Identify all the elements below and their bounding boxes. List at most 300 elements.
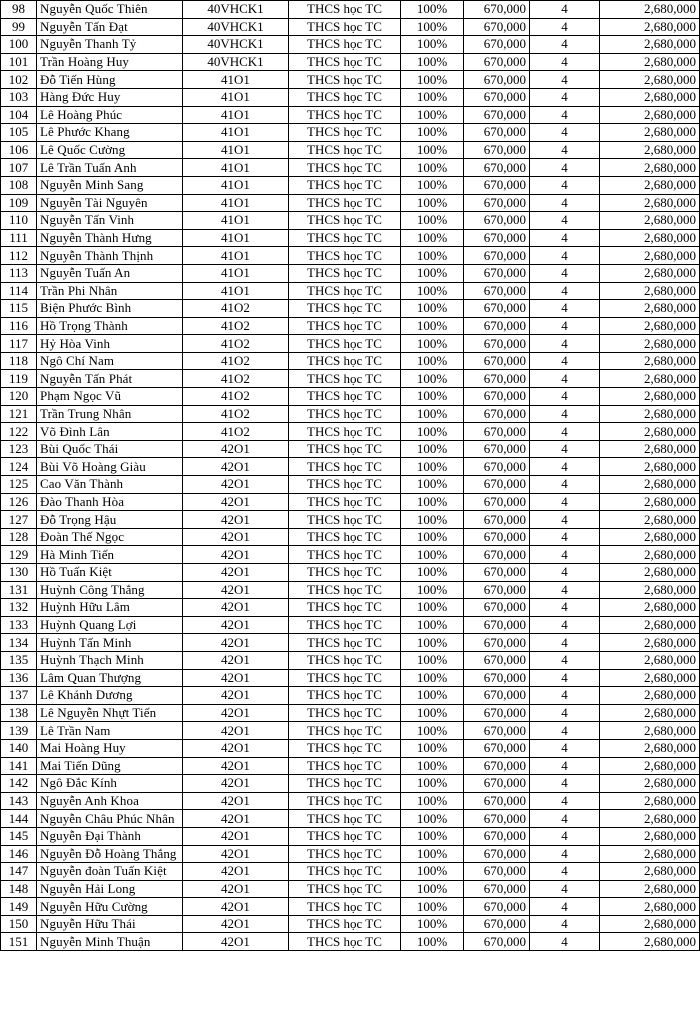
monthly-fee-cell: 670,000 bbox=[464, 810, 530, 828]
class-code-cell: 41O1 bbox=[183, 88, 289, 106]
student-name-cell: Nguyễn Anh Khoa bbox=[37, 792, 183, 810]
class-code-cell: 42O1 bbox=[183, 915, 289, 933]
month-count-cell: 4 bbox=[530, 493, 600, 511]
total-amount-cell: 2,680,000 bbox=[600, 176, 700, 194]
monthly-fee-cell: 670,000 bbox=[464, 176, 530, 194]
class-code-cell: 42O1 bbox=[183, 616, 289, 634]
table-row bbox=[1, 581, 700, 599]
month-count-cell: 4 bbox=[530, 792, 600, 810]
table-row bbox=[1, 176, 700, 194]
study-level-cell: THCS học TC bbox=[289, 915, 401, 933]
row-number-cell: 103 bbox=[1, 88, 37, 106]
study-level-cell: THCS học TC bbox=[289, 352, 401, 370]
total-amount-cell: 2,680,000 bbox=[600, 264, 700, 282]
row-number-cell: 147 bbox=[1, 863, 37, 881]
row-number-cell: 135 bbox=[1, 651, 37, 669]
support-percent-cell: 100% bbox=[401, 792, 464, 810]
class-code-cell: 42O1 bbox=[183, 863, 289, 881]
student-name-cell: Nguyễn đoàn Tuấn Kiệt bbox=[37, 863, 183, 881]
month-count-cell: 4 bbox=[530, 247, 600, 265]
row-number-cell: 98 bbox=[1, 1, 37, 19]
month-count-cell: 4 bbox=[530, 124, 600, 142]
row-number-cell: 122 bbox=[1, 423, 37, 441]
total-amount-cell: 2,680,000 bbox=[600, 370, 700, 388]
support-percent-cell: 100% bbox=[401, 423, 464, 441]
student-name-cell: Nguyễn Châu Phúc Nhân bbox=[37, 810, 183, 828]
support-percent-cell: 100% bbox=[401, 880, 464, 898]
study-level-cell: THCS học TC bbox=[289, 1, 401, 19]
monthly-fee-cell: 670,000 bbox=[464, 194, 530, 212]
class-code-cell: 42O1 bbox=[183, 440, 289, 458]
support-percent-cell: 100% bbox=[401, 722, 464, 740]
class-code-cell: 42O1 bbox=[183, 564, 289, 582]
total-amount-cell: 2,680,000 bbox=[600, 863, 700, 881]
student-name-cell: Trần Phi Nhân bbox=[37, 282, 183, 300]
row-number-cell: 120 bbox=[1, 388, 37, 406]
table-row bbox=[1, 388, 700, 406]
study-level-cell: THCS học TC bbox=[289, 669, 401, 687]
student-name-cell: Nguyễn Tấn Đạt bbox=[37, 18, 183, 36]
monthly-fee-cell: 670,000 bbox=[464, 229, 530, 247]
total-amount-cell: 2,680,000 bbox=[600, 599, 700, 617]
monthly-fee-cell: 670,000 bbox=[464, 792, 530, 810]
table-row bbox=[1, 335, 700, 353]
study-level-cell: THCS học TC bbox=[289, 792, 401, 810]
support-percent-cell: 100% bbox=[401, 458, 464, 476]
total-amount-cell: 2,680,000 bbox=[600, 405, 700, 423]
month-count-cell: 4 bbox=[530, 1, 600, 19]
month-count-cell: 4 bbox=[530, 264, 600, 282]
table-row bbox=[1, 317, 700, 335]
row-number-cell: 110 bbox=[1, 212, 37, 230]
student-name-cell: Nguyễn Thành Thịnh bbox=[37, 247, 183, 265]
month-count-cell: 4 bbox=[530, 300, 600, 318]
month-count-cell: 4 bbox=[530, 317, 600, 335]
table-row bbox=[1, 212, 700, 230]
student-name-cell: Lâm Quan Thượng bbox=[37, 669, 183, 687]
table-row bbox=[1, 493, 700, 511]
support-percent-cell: 100% bbox=[401, 247, 464, 265]
support-percent-cell: 100% bbox=[401, 317, 464, 335]
study-level-cell: THCS học TC bbox=[289, 388, 401, 406]
monthly-fee-cell: 670,000 bbox=[464, 106, 530, 124]
class-code-cell: 41O2 bbox=[183, 423, 289, 441]
class-code-cell: 42O1 bbox=[183, 739, 289, 757]
total-amount-cell: 2,680,000 bbox=[600, 229, 700, 247]
class-code-cell: 41O1 bbox=[183, 212, 289, 230]
month-count-cell: 4 bbox=[530, 898, 600, 916]
student-name-cell: Hà Minh Tiến bbox=[37, 546, 183, 564]
total-amount-cell: 2,680,000 bbox=[600, 247, 700, 265]
support-percent-cell: 100% bbox=[401, 194, 464, 212]
class-code-cell: 41O1 bbox=[183, 247, 289, 265]
study-level-cell: THCS học TC bbox=[289, 827, 401, 845]
row-number-cell: 143 bbox=[1, 792, 37, 810]
table-row bbox=[1, 792, 700, 810]
study-level-cell: THCS học TC bbox=[289, 458, 401, 476]
monthly-fee-cell: 670,000 bbox=[464, 370, 530, 388]
row-number-cell: 119 bbox=[1, 370, 37, 388]
support-percent-cell: 100% bbox=[401, 335, 464, 353]
row-number-cell: 129 bbox=[1, 546, 37, 564]
monthly-fee-cell: 670,000 bbox=[464, 687, 530, 705]
month-count-cell: 4 bbox=[530, 106, 600, 124]
support-percent-cell: 100% bbox=[401, 704, 464, 722]
table-row bbox=[1, 898, 700, 916]
class-code-cell: 41O1 bbox=[183, 264, 289, 282]
total-amount-cell: 2,680,000 bbox=[600, 651, 700, 669]
row-number-cell: 136 bbox=[1, 669, 37, 687]
class-code-cell: 41O2 bbox=[183, 300, 289, 318]
total-amount-cell: 2,680,000 bbox=[600, 317, 700, 335]
month-count-cell: 4 bbox=[530, 511, 600, 529]
support-percent-cell: 100% bbox=[401, 669, 464, 687]
study-level-cell: THCS học TC bbox=[289, 36, 401, 54]
support-percent-cell: 100% bbox=[401, 36, 464, 54]
row-number-cell: 131 bbox=[1, 581, 37, 599]
month-count-cell: 4 bbox=[530, 176, 600, 194]
row-number-cell: 139 bbox=[1, 722, 37, 740]
table-row bbox=[1, 880, 700, 898]
monthly-fee-cell: 670,000 bbox=[464, 599, 530, 617]
monthly-fee-cell: 670,000 bbox=[464, 458, 530, 476]
study-level-cell: THCS học TC bbox=[289, 335, 401, 353]
student-name-cell: Mai Hoàng Huy bbox=[37, 739, 183, 757]
row-number-cell: 121 bbox=[1, 405, 37, 423]
table-row bbox=[1, 53, 700, 71]
row-number-cell: 133 bbox=[1, 616, 37, 634]
study-level-cell: THCS học TC bbox=[289, 247, 401, 265]
monthly-fee-cell: 670,000 bbox=[464, 141, 530, 159]
class-code-cell: 41O1 bbox=[183, 141, 289, 159]
student-name-cell: Phạm Ngọc Vũ bbox=[37, 388, 183, 406]
monthly-fee-cell: 670,000 bbox=[464, 739, 530, 757]
support-percent-cell: 100% bbox=[401, 159, 464, 177]
monthly-fee-cell: 670,000 bbox=[464, 388, 530, 406]
support-percent-cell: 100% bbox=[401, 739, 464, 757]
total-amount-cell: 2,680,000 bbox=[600, 440, 700, 458]
total-amount-cell: 2,680,000 bbox=[600, 634, 700, 652]
row-number-cell: 138 bbox=[1, 704, 37, 722]
class-code-cell: 42O1 bbox=[183, 599, 289, 617]
row-number-cell: 118 bbox=[1, 352, 37, 370]
study-level-cell: THCS học TC bbox=[289, 317, 401, 335]
student-name-cell: Trần Hoàng Huy bbox=[37, 53, 183, 71]
total-amount-cell: 2,680,000 bbox=[600, 845, 700, 863]
student-name-cell: Nguyễn Thành Hưng bbox=[37, 229, 183, 247]
class-code-cell: 41O1 bbox=[183, 194, 289, 212]
support-percent-cell: 100% bbox=[401, 71, 464, 89]
class-code-cell: 42O1 bbox=[183, 634, 289, 652]
total-amount-cell: 2,680,000 bbox=[600, 352, 700, 370]
student-name-cell: Nguyễn Minh Sang bbox=[37, 176, 183, 194]
student-name-cell: Lê Trần Nam bbox=[37, 722, 183, 740]
table-row bbox=[1, 18, 700, 36]
class-code-cell: 42O1 bbox=[183, 827, 289, 845]
class-code-cell: 41O2 bbox=[183, 352, 289, 370]
total-amount-cell: 2,680,000 bbox=[600, 71, 700, 89]
support-percent-cell: 100% bbox=[401, 810, 464, 828]
support-percent-cell: 100% bbox=[401, 898, 464, 916]
study-level-cell: THCS học TC bbox=[289, 564, 401, 582]
student-name-cell: Nguyễn Đỗ Hoàng Thắng bbox=[37, 845, 183, 863]
total-amount-cell: 2,680,000 bbox=[600, 546, 700, 564]
monthly-fee-cell: 670,000 bbox=[464, 493, 530, 511]
support-percent-cell: 100% bbox=[401, 581, 464, 599]
class-code-cell: 41O1 bbox=[183, 106, 289, 124]
class-code-cell: 42O1 bbox=[183, 476, 289, 494]
total-amount-cell: 2,680,000 bbox=[600, 458, 700, 476]
class-code-cell: 42O1 bbox=[183, 687, 289, 705]
support-percent-cell: 100% bbox=[401, 757, 464, 775]
class-code-cell: 41O1 bbox=[183, 282, 289, 300]
row-number-cell: 102 bbox=[1, 71, 37, 89]
table-row bbox=[1, 1, 700, 19]
row-number-cell: 111 bbox=[1, 229, 37, 247]
study-level-cell: THCS học TC bbox=[289, 634, 401, 652]
row-number-cell: 145 bbox=[1, 827, 37, 845]
student-name-cell: Lê Hoàng Phúc bbox=[37, 106, 183, 124]
table-row bbox=[1, 36, 700, 54]
table-row bbox=[1, 71, 700, 89]
monthly-fee-cell: 670,000 bbox=[464, 423, 530, 441]
support-percent-cell: 100% bbox=[401, 1, 464, 19]
month-count-cell: 4 bbox=[530, 282, 600, 300]
monthly-fee-cell: 670,000 bbox=[464, 124, 530, 142]
monthly-fee-cell: 670,000 bbox=[464, 651, 530, 669]
month-count-cell: 4 bbox=[530, 722, 600, 740]
total-amount-cell: 2,680,000 bbox=[600, 300, 700, 318]
row-number-cell: 148 bbox=[1, 880, 37, 898]
month-count-cell: 4 bbox=[530, 405, 600, 423]
row-number-cell: 101 bbox=[1, 53, 37, 71]
student-name-cell: Biện Phước Bình bbox=[37, 300, 183, 318]
total-amount-cell: 2,680,000 bbox=[600, 53, 700, 71]
support-percent-cell: 100% bbox=[401, 511, 464, 529]
student-name-cell: Nguyễn Tấn Phát bbox=[37, 370, 183, 388]
row-number-cell: 106 bbox=[1, 141, 37, 159]
student-name-cell: Nguyễn Tấn Vinh bbox=[37, 212, 183, 230]
table-row bbox=[1, 370, 700, 388]
study-level-cell: THCS học TC bbox=[289, 282, 401, 300]
study-level-cell: THCS học TC bbox=[289, 159, 401, 177]
class-code-cell: 42O1 bbox=[183, 493, 289, 511]
row-number-cell: 100 bbox=[1, 36, 37, 54]
support-percent-cell: 100% bbox=[401, 124, 464, 142]
table-row bbox=[1, 933, 700, 951]
monthly-fee-cell: 670,000 bbox=[464, 335, 530, 353]
class-code-cell: 41O2 bbox=[183, 388, 289, 406]
support-percent-cell: 100% bbox=[401, 651, 464, 669]
support-percent-cell: 100% bbox=[401, 528, 464, 546]
table-row bbox=[1, 546, 700, 564]
student-name-cell: Nguyễn Hữu Thái bbox=[37, 915, 183, 933]
table-row bbox=[1, 159, 700, 177]
total-amount-cell: 2,680,000 bbox=[600, 511, 700, 529]
monthly-fee-cell: 670,000 bbox=[464, 933, 530, 951]
total-amount-cell: 2,680,000 bbox=[600, 581, 700, 599]
row-number-cell: 128 bbox=[1, 528, 37, 546]
support-percent-cell: 100% bbox=[401, 106, 464, 124]
table-row bbox=[1, 405, 700, 423]
student-name-cell: Lê Quốc Cường bbox=[37, 141, 183, 159]
row-number-cell: 99 bbox=[1, 18, 37, 36]
class-code-cell: 42O1 bbox=[183, 546, 289, 564]
total-amount-cell: 2,680,000 bbox=[600, 704, 700, 722]
monthly-fee-cell: 670,000 bbox=[464, 71, 530, 89]
month-count-cell: 4 bbox=[530, 335, 600, 353]
row-number-cell: 105 bbox=[1, 124, 37, 142]
study-level-cell: THCS học TC bbox=[289, 757, 401, 775]
student-name-cell: Huỳnh Hữu Lâm bbox=[37, 599, 183, 617]
study-level-cell: THCS học TC bbox=[289, 264, 401, 282]
student-name-cell: Ngô Chí Nam bbox=[37, 352, 183, 370]
monthly-fee-cell: 670,000 bbox=[464, 915, 530, 933]
study-level-cell: THCS học TC bbox=[289, 863, 401, 881]
month-count-cell: 4 bbox=[530, 528, 600, 546]
study-level-cell: THCS học TC bbox=[289, 845, 401, 863]
month-count-cell: 4 bbox=[530, 757, 600, 775]
study-level-cell: THCS học TC bbox=[289, 775, 401, 793]
total-amount-cell: 2,680,000 bbox=[600, 669, 700, 687]
class-code-cell: 42O1 bbox=[183, 775, 289, 793]
table-row bbox=[1, 845, 700, 863]
monthly-fee-cell: 670,000 bbox=[464, 511, 530, 529]
table-row bbox=[1, 634, 700, 652]
study-level-cell: THCS học TC bbox=[289, 933, 401, 951]
monthly-fee-cell: 670,000 bbox=[464, 616, 530, 634]
table-row bbox=[1, 827, 700, 845]
support-percent-cell: 100% bbox=[401, 493, 464, 511]
total-amount-cell: 2,680,000 bbox=[600, 687, 700, 705]
support-percent-cell: 100% bbox=[401, 212, 464, 230]
support-percent-cell: 100% bbox=[401, 775, 464, 793]
table-row bbox=[1, 124, 700, 142]
student-name-cell: Trần Trung Nhân bbox=[37, 405, 183, 423]
total-amount-cell: 2,680,000 bbox=[600, 898, 700, 916]
month-count-cell: 4 bbox=[530, 704, 600, 722]
monthly-fee-cell: 670,000 bbox=[464, 827, 530, 845]
study-level-cell: THCS học TC bbox=[289, 581, 401, 599]
month-count-cell: 4 bbox=[530, 651, 600, 669]
table-row bbox=[1, 757, 700, 775]
class-code-cell: 42O1 bbox=[183, 757, 289, 775]
student-name-cell: Nguyễn Hải Long bbox=[37, 880, 183, 898]
study-level-cell: THCS học TC bbox=[289, 440, 401, 458]
month-count-cell: 4 bbox=[530, 370, 600, 388]
support-percent-cell: 100% bbox=[401, 405, 464, 423]
month-count-cell: 4 bbox=[530, 669, 600, 687]
total-amount-cell: 2,680,000 bbox=[600, 757, 700, 775]
total-amount-cell: 2,680,000 bbox=[600, 141, 700, 159]
monthly-fee-cell: 670,000 bbox=[464, 634, 530, 652]
table-row bbox=[1, 476, 700, 494]
total-amount-cell: 2,680,000 bbox=[600, 388, 700, 406]
monthly-fee-cell: 670,000 bbox=[464, 405, 530, 423]
class-code-cell: 40VHCK1 bbox=[183, 18, 289, 36]
monthly-fee-cell: 670,000 bbox=[464, 757, 530, 775]
row-number-cell: 142 bbox=[1, 775, 37, 793]
row-number-cell: 123 bbox=[1, 440, 37, 458]
month-count-cell: 4 bbox=[530, 634, 600, 652]
monthly-fee-cell: 670,000 bbox=[464, 775, 530, 793]
study-level-cell: THCS học TC bbox=[289, 739, 401, 757]
student-name-cell: Nguyễn Quốc Thiên bbox=[37, 1, 183, 19]
monthly-fee-cell: 670,000 bbox=[464, 722, 530, 740]
total-amount-cell: 2,680,000 bbox=[600, 827, 700, 845]
class-code-cell: 42O1 bbox=[183, 792, 289, 810]
study-level-cell: THCS học TC bbox=[289, 71, 401, 89]
student-name-cell: Đỗ Trọng Hậu bbox=[37, 511, 183, 529]
student-name-cell: Nguyễn Thanh Tỷ bbox=[37, 36, 183, 54]
row-number-cell: 132 bbox=[1, 599, 37, 617]
row-number-cell: 141 bbox=[1, 757, 37, 775]
table-row bbox=[1, 141, 700, 159]
table-row bbox=[1, 687, 700, 705]
study-level-cell: THCS học TC bbox=[289, 53, 401, 71]
total-amount-cell: 2,680,000 bbox=[600, 739, 700, 757]
class-code-cell: 42O1 bbox=[183, 722, 289, 740]
month-count-cell: 4 bbox=[530, 352, 600, 370]
row-number-cell: 109 bbox=[1, 194, 37, 212]
monthly-fee-cell: 670,000 bbox=[464, 282, 530, 300]
monthly-fee-cell: 670,000 bbox=[464, 564, 530, 582]
class-code-cell: 41O1 bbox=[183, 229, 289, 247]
study-level-cell: THCS học TC bbox=[289, 599, 401, 617]
row-number-cell: 115 bbox=[1, 300, 37, 318]
total-amount-cell: 2,680,000 bbox=[600, 124, 700, 142]
study-level-cell: THCS học TC bbox=[289, 141, 401, 159]
month-count-cell: 4 bbox=[530, 159, 600, 177]
class-code-cell: 42O1 bbox=[183, 528, 289, 546]
table-row bbox=[1, 564, 700, 582]
table-row bbox=[1, 247, 700, 265]
month-count-cell: 4 bbox=[530, 810, 600, 828]
table-row bbox=[1, 599, 700, 617]
support-percent-cell: 100% bbox=[401, 53, 464, 71]
student-name-cell: Nguyễn Tuấn An bbox=[37, 264, 183, 282]
study-level-cell: THCS học TC bbox=[289, 88, 401, 106]
month-count-cell: 4 bbox=[530, 915, 600, 933]
class-code-cell: 42O1 bbox=[183, 581, 289, 599]
row-number-cell: 116 bbox=[1, 317, 37, 335]
month-count-cell: 4 bbox=[530, 863, 600, 881]
support-percent-cell: 100% bbox=[401, 282, 464, 300]
support-percent-cell: 100% bbox=[401, 687, 464, 705]
support-percent-cell: 100% bbox=[401, 634, 464, 652]
support-percent-cell: 100% bbox=[401, 546, 464, 564]
table-row bbox=[1, 915, 700, 933]
total-amount-cell: 2,680,000 bbox=[600, 335, 700, 353]
support-percent-cell: 100% bbox=[401, 933, 464, 951]
total-amount-cell: 2,680,000 bbox=[600, 106, 700, 124]
month-count-cell: 4 bbox=[530, 880, 600, 898]
row-number-cell: 151 bbox=[1, 933, 37, 951]
row-number-cell: 140 bbox=[1, 739, 37, 757]
month-count-cell: 4 bbox=[530, 440, 600, 458]
monthly-fee-cell: 670,000 bbox=[464, 317, 530, 335]
class-code-cell: 41O1 bbox=[183, 124, 289, 142]
support-percent-cell: 100% bbox=[401, 300, 464, 318]
total-amount-cell: 2,680,000 bbox=[600, 933, 700, 951]
total-amount-cell: 2,680,000 bbox=[600, 616, 700, 634]
total-amount-cell: 2,680,000 bbox=[600, 915, 700, 933]
monthly-fee-cell: 670,000 bbox=[464, 300, 530, 318]
table-row bbox=[1, 458, 700, 476]
study-level-cell: THCS học TC bbox=[289, 124, 401, 142]
student-name-cell: Lê Phước Khang bbox=[37, 124, 183, 142]
row-number-cell: 108 bbox=[1, 176, 37, 194]
